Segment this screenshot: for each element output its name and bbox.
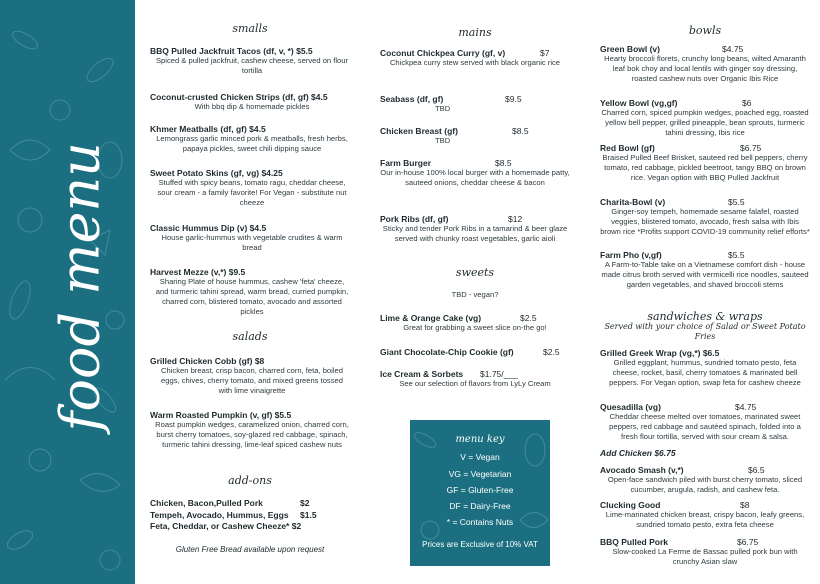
menu-item — [380, 126, 570, 146]
item-desc: Slow-cooked La Ferme de Bassac pulled pork bun with crunchy Asian slaw — [612, 547, 798, 566]
item-price: $8.5 — [512, 126, 529, 136]
item-desc: Great for grabbing a sweet slice on-the go! — [403, 323, 547, 332]
item-title: Charita-Bowl (v) — [600, 197, 666, 207]
item-desc: Cheddar cheese melted over tomatoes, marinated sweet peppers, red cabbage and sautéed spinach, folded into a fresh flour tortilla, served with sour cream & salsa. — [609, 412, 801, 441]
key-line: GF = Gluten-Free — [446, 485, 514, 495]
item-desc: Chickpea curry stew served with black organic rice — [389, 58, 561, 67]
item-price: $9.5 — [505, 94, 522, 104]
menu-item — [380, 158, 570, 188]
item-price: $1.75/___ — [480, 369, 518, 379]
menu-key-box — [410, 420, 550, 566]
item-name: Harvest Mezze (v,*) $9.5 — [150, 267, 246, 277]
item-name — [380, 347, 570, 357]
menu-item — [380, 214, 570, 244]
section-title-smalls: smalls — [232, 22, 268, 35]
section-title-mains: mains — [458, 26, 492, 39]
item-name — [380, 369, 570, 379]
item-name — [380, 126, 570, 136]
item-desc: Ginger-soy tempeh, homemade sesame falafel, roasted veggies, blistered tomato, avocado, fresh salsa with Ibis brown rice *Profits support COVID-19 community relief efforts* — [600, 207, 810, 236]
gluten-free-note: Gluten Free Bread available upon request — [175, 545, 325, 554]
menu-item — [600, 465, 810, 495]
section-title-addons: add-ons — [228, 474, 272, 487]
section-title-sweets: sweets — [455, 266, 495, 279]
item-name — [600, 448, 810, 458]
addon-label: Tempeh, Avocado, Hummus, Eggs — [150, 509, 289, 520]
item-title: Lime & Orange Cake (vg) — [380, 313, 482, 323]
addon-price: $2 — [291, 521, 302, 531]
item-desc: Sharing Plate of house hummus, cashew 'feta' cheeze, and turmeric tahini spread, warm bread, curried pumpkin, charred corn, blistered tomato, avocado and assorted pickles — [155, 277, 349, 316]
brand-block — [20, 142, 161, 450]
item-title: Ice Cream & Sorbets — [380, 369, 464, 379]
item-title: BBQ Pulled Pork — [600, 537, 669, 547]
item-desc: Lime-marinated chicken breast, crispy bacon, leafy greens, sundried tomato pesto, extra feta cheese — [605, 510, 805, 529]
menu-key-title: menu key — [455, 434, 505, 445]
item-desc: Grilled eggplant, hummus, sundried tomato pesto, feta cheese, rocket, basil, cherry tomatoes & marinated bell peppers. For Vegan option, swap feta for cashew cheeze — [609, 358, 801, 387]
item-price: $6.75 — [654, 448, 676, 458]
item-name: Sweet Potato Skins (gf, vg) $4.25 — [150, 168, 283, 178]
key-line: VG = Vegetarian — [448, 469, 512, 479]
section-title-sandwiches: sandwiches & wraps — [647, 310, 763, 323]
menu-item — [150, 356, 350, 396]
item-title: Yellow Bowl (vg,gf) — [600, 98, 678, 108]
brand-sub-to: TO — [148, 294, 159, 309]
item-price: $2.5 — [543, 347, 560, 357]
item-name — [600, 44, 810, 54]
item-title: Add Chicken — [600, 448, 652, 458]
menu-item — [150, 92, 350, 112]
item-name: Grilled Chicken Cobb (gf) $8 — [150, 356, 265, 366]
item-title: Coconut Chickpea Curry (gf, v) — [380, 48, 506, 58]
item-price: $5.5 — [728, 250, 745, 260]
item-title: Green Bowl (v) — [600, 44, 660, 54]
item-price: $6.75 — [740, 143, 762, 153]
brand-sub-farm: FARM — [143, 308, 161, 355]
item-desc: Lemongrass garlic minced pork & meatballs, fresh herbs, papaya pickles, sweet chili dipping sauce — [156, 134, 348, 153]
item-desc: Spiced & pulled jackfruit, cashew cheese, served on flour tortilla — [155, 56, 349, 75]
menu-item — [150, 168, 350, 208]
item-name — [380, 214, 570, 224]
item-name: Coconut-crusted Chicken Strips (df, gf) $4.5 — [150, 92, 328, 102]
item-title: Quesadilla (vg) — [600, 402, 661, 412]
item-title: Pork Ribs (df, gf) — [380, 214, 449, 224]
item-price: $8.5 — [495, 158, 512, 168]
item-name — [600, 537, 810, 547]
item-title: Clucking Good — [600, 500, 661, 510]
menu-item — [600, 537, 810, 567]
key-line: V = Vegan — [460, 452, 500, 462]
brand-sub-table: TABLE — [143, 242, 161, 295]
item-desc: Stuffed with spicy beans, tomato ragu, cheddar cheese, sour cream - a family favorite! For Vegan - substitute nut cheeze — [157, 178, 347, 207]
item-name: Classic Hummus Dip (v) $4.5 — [150, 223, 267, 233]
menu-item — [380, 94, 570, 114]
item-title: Chicken Breast (gf) — [380, 126, 458, 136]
item-desc: TBD — [435, 136, 451, 145]
item-name — [600, 98, 810, 108]
item-desc: Braised Pulled Beef Brisket, sauteed red bell peppers, cherry tomato, red cabbage, pickled beetroot, tangy BBQ on brown rice. Vegan option with BBQ Pulled Jackfruit — [602, 153, 808, 182]
item-price: $5.5 — [728, 197, 745, 207]
item-name — [600, 402, 810, 412]
item-price: $2.5 — [520, 313, 537, 323]
menu-item — [600, 448, 810, 458]
item-title: Giant Chocolate-Chip Cookie (gf) — [380, 347, 514, 357]
menu-item — [380, 48, 570, 68]
item-desc: See our selection of flavors from LyLy Cream — [399, 379, 551, 388]
item-name: Grilled Greek Wrap (vg,*) $6.5 — [600, 348, 720, 358]
key-line: * = Contains Nuts — [446, 517, 514, 527]
addon-price: $2 — [300, 498, 310, 508]
sweets-tbd-note: TBD - vegan? — [451, 290, 499, 299]
item-desc: A Farm-to-Table take on a Vietnamese comfort dish - house made citrus broth served with vermicelli rice noodles, sauteed garden vegetables, and shaved broccoli stems — [601, 260, 809, 289]
section-title-bowls: bowls — [688, 24, 722, 37]
item-desc: Our in-house 100% local burger with a homemade patty, sauteed onions, cheddar cheese & bacon — [380, 168, 570, 187]
item-name — [380, 313, 570, 323]
item-price: $8 — [740, 500, 750, 510]
item-title: Farm Pho (v,gf) — [600, 250, 662, 260]
addon-label: Chicken, Bacon,Pulled Pork — [150, 498, 263, 508]
item-title: Red Bowl (gf) — [600, 143, 655, 153]
menu-item — [380, 347, 570, 357]
menu-item — [150, 223, 350, 253]
item-desc: Sticky and tender Pork Ribs in a tamarind & beer glaze served with chunky roast vegetables, garlic aioli — [382, 224, 568, 243]
item-price: $4.75 — [722, 44, 744, 54]
item-price: $7 — [540, 48, 550, 58]
menu-item — [600, 500, 810, 530]
addon-line — [150, 510, 350, 522]
item-name — [600, 465, 810, 475]
sandwiches-subtitle: Served with your choice of Salad or Sweet Potato Fries — [604, 322, 806, 341]
addon-line — [150, 498, 350, 510]
item-name — [600, 250, 810, 260]
menu-item — [600, 98, 810, 138]
addon-price: $1.5 — [300, 509, 317, 520]
menu-item — [600, 44, 810, 84]
item-desc: Hearty broccoli florets, crunchy long beans, wilted Amaranth leaf bok choy and local lentils with ginger soy dressing, roasted cashew nuts over Organic Ibis Rice — [604, 54, 806, 83]
item-name: Warm Roasted Pumpkin (v, gf) $5.5 — [150, 410, 292, 420]
menu-item — [150, 46, 350, 76]
item-name: Khmer Meatballs (df, gf) $4.5 — [150, 124, 266, 134]
item-desc: Open-face sandwich piled with burst cherry tomato, sliced cucumber, arugula, radish, and cashew feta. — [607, 475, 803, 494]
item-name — [380, 48, 570, 58]
item-name — [600, 143, 810, 153]
menu-item — [600, 348, 810, 388]
item-title: Farm Burger — [380, 158, 432, 168]
section-title-salads: salads — [232, 330, 268, 343]
menu-item — [150, 410, 350, 450]
item-desc: Charred corn, spiced pumpkin wedges, poached egg, roasted yellow bell pepper, grilled pineapple, bean sprouts, turmeric tahini dressing, Ibis rice — [601, 108, 809, 137]
menu-item — [380, 369, 570, 389]
item-name — [380, 94, 570, 104]
key-line: DF = Dairy-Free — [449, 501, 511, 511]
item-name — [380, 158, 570, 168]
item-title: Seabass (df, gf) — [380, 94, 444, 104]
item-name: BBQ Pulled Jackfruit Tacos (df, v, *) $5.5 — [150, 46, 313, 56]
menu-item — [150, 124, 350, 154]
menu-item — [150, 267, 350, 317]
item-name — [600, 197, 810, 207]
menu-item — [600, 143, 810, 183]
menu-cover-band — [0, 0, 161, 584]
addons-list — [150, 498, 350, 533]
item-name — [600, 500, 810, 510]
menu-item — [380, 313, 570, 333]
item-desc: Roast pumpkin wedges, caramelized onion, charred corn, burst cherry tomatoes, soy-glazed red cabbage, spinach, turmeric tahini dressing, lime-leaf spiced cashew nuts — [155, 420, 349, 449]
item-price: $4.75 — [735, 402, 757, 412]
menu-item — [600, 250, 810, 290]
menu-item — [600, 197, 810, 237]
item-price: $6.5 — [748, 465, 765, 475]
vat-note: Prices are Exclusive of 10% VAT — [422, 540, 538, 549]
item-desc: Chicken breast, crisp bacon, charred corn, feta, boiled eggs, chives, cherry tomato, and mixed greens tossed with lime vinaigrette — [161, 366, 343, 395]
brand-script-title: food menu — [48, 142, 112, 432]
item-title: Avocado Smash (v,*) — [600, 465, 684, 475]
item-desc: TBD — [435, 104, 451, 113]
item-price: $12 — [508, 214, 523, 224]
item-price: $6 — [742, 98, 752, 108]
item-desc: House garlic-hummus with vegetable crudites & warm bread — [161, 233, 343, 252]
menu-item — [600, 402, 810, 442]
addon-line — [150, 521, 350, 533]
item-desc: With bbq dip & homemade pickles — [194, 102, 310, 111]
item-price: $6.75 — [737, 537, 759, 547]
addon-label: Feta, Cheddar, or Cashew Cheeze* — [150, 521, 290, 531]
